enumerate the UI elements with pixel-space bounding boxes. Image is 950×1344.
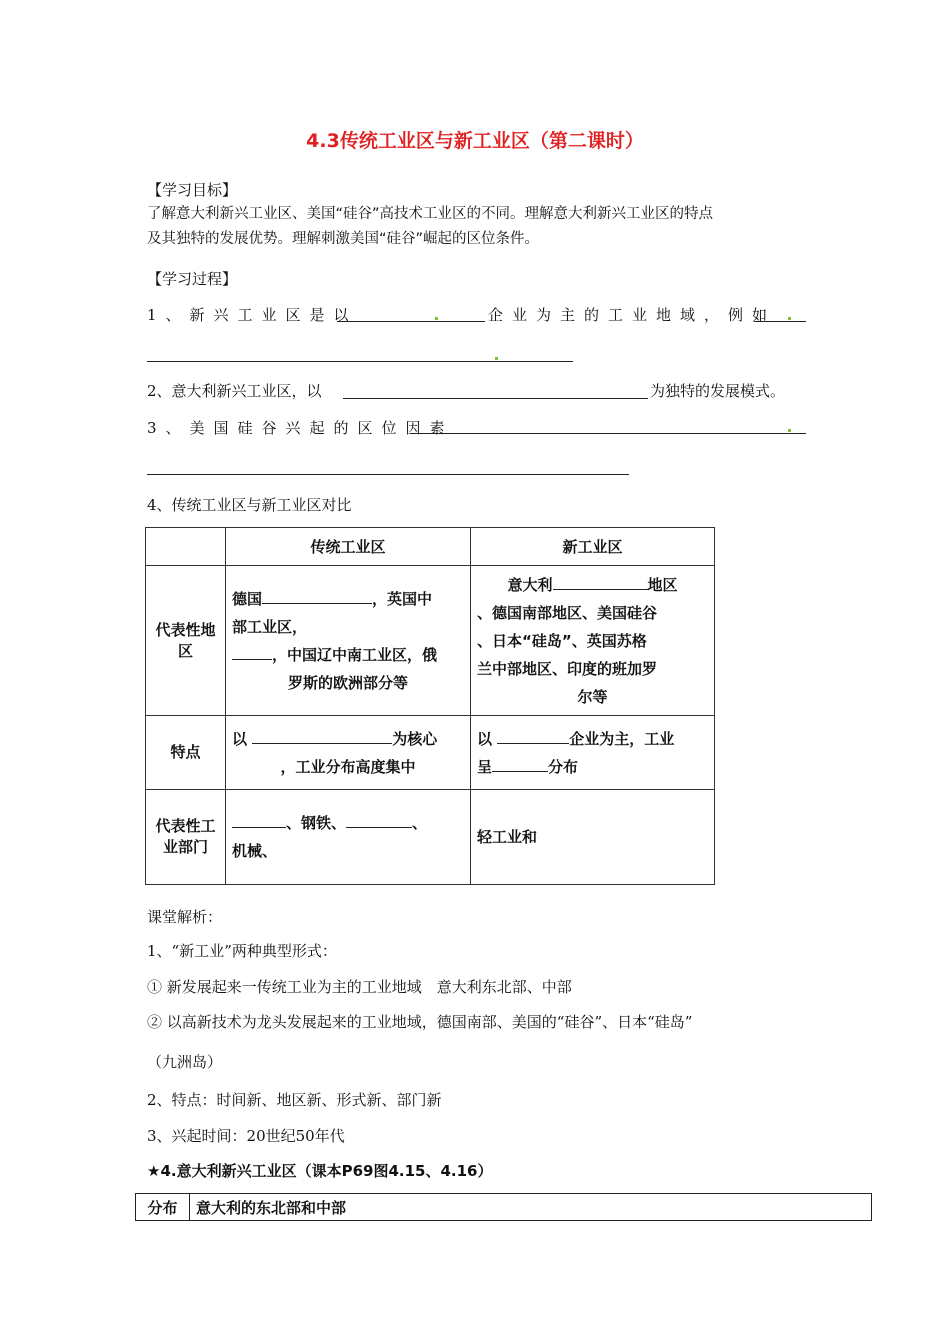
column-header-new: 新工业区 (471, 528, 715, 566)
answer-blank[interactable] (754, 321, 806, 322)
cell-text: 为核心 (392, 729, 438, 748)
row-header-features: 特点 (146, 716, 226, 790)
cell-text: 以 (232, 729, 248, 748)
cell-text: 德国 (232, 589, 263, 608)
page-title: 4.3传统工业区与新工业区（第二课时） (306, 130, 644, 152)
cell-text: 机械、 (232, 842, 278, 860)
table-row (146, 790, 715, 885)
cell-text: 、钢铁、 (286, 814, 347, 832)
distribution-value: 意大利的东北部和中部 (190, 1194, 872, 1221)
traditional-regions-cell (226, 566, 471, 716)
answer-blank[interactable] (262, 587, 372, 604)
cell-text: 以 (477, 729, 493, 748)
question-2-suffix: 为独特的发展模式。 (650, 382, 786, 400)
distribution-label: 分布 (136, 1194, 190, 1221)
process-heading: 【学习过程】 (147, 270, 238, 288)
mark-dot (788, 429, 791, 432)
table-row (146, 566, 715, 716)
table-row (136, 1194, 872, 1221)
question-1-suffix: 企业为主的工业地域，例如 (488, 306, 777, 324)
analysis-line-2: ① 新发展起来一传统工业为主的工业地域 意大利东北部、中部 (147, 978, 572, 996)
answer-blank[interactable] (232, 811, 286, 828)
analysis-line-5: 2、特点：时间新、地区新、形式新、部门新 (147, 1091, 442, 1109)
traditional-features-cell (226, 716, 471, 790)
new-regions-cell (471, 566, 715, 716)
cell-text: 地区 (647, 575, 678, 594)
mark-dot (788, 317, 791, 320)
question-1-prefix: 1、新兴工业区是以 (147, 306, 358, 324)
table-row (146, 528, 715, 566)
comparison-table (145, 527, 715, 885)
cell-text: ，英国中 (372, 589, 433, 608)
cell-text: 、德国南部地区、美国硅谷 (477, 603, 658, 622)
analysis-heading: 课堂解析： (147, 908, 223, 926)
row-header-regions: 代表性地区 (146, 566, 226, 716)
cell-text: ，中国辽中南工业区，俄 (272, 645, 438, 664)
answer-blank[interactable] (337, 321, 485, 322)
cell-text: 罗斯的欧洲部分等 (287, 673, 408, 692)
analysis-line-7: ★4.意大利新兴工业区（课本P69图4.15、4.16） (147, 1162, 493, 1180)
cell-text: 分布 (548, 757, 579, 776)
question-3: 3、美国硅谷兴起的区位因素 (147, 419, 454, 437)
answer-blank[interactable] (147, 474, 629, 475)
new-features-cell (471, 716, 715, 790)
mark-dot (495, 357, 498, 360)
mark-dot (435, 317, 438, 320)
answer-blank[interactable] (497, 727, 569, 744)
analysis-line-1: 1、“新工业”两种典型形式： (147, 942, 337, 960)
cell-text: ，工业分布高度集中 (280, 757, 416, 776)
cell-text: 、日本“硅岛”、英国苏格 (477, 631, 647, 650)
new-industries-cell (471, 790, 715, 885)
answer-blank[interactable] (410, 433, 806, 434)
cell-text: 意大利 (507, 575, 553, 594)
table-row (146, 716, 715, 790)
column-header-traditional: 传统工业区 (226, 528, 471, 566)
answer-blank[interactable] (553, 573, 648, 590)
answer-blank[interactable] (343, 398, 648, 399)
objectives-heading: 【学习目标】 (147, 181, 238, 199)
answer-blank[interactable] (232, 643, 272, 660)
question-2-prefix: 2、意大利新兴工业区，以 (147, 382, 322, 400)
answer-blank[interactable] (252, 727, 392, 744)
analysis-line-4: （九洲岛） (147, 1053, 223, 1071)
table-corner-cell (146, 528, 226, 566)
analysis-line-6: 3、兴起时间：20世纪50年代 (147, 1127, 345, 1145)
cell-text: 、 (412, 814, 428, 832)
answer-blank[interactable] (346, 811, 412, 828)
question-4: 4、传统工业区与新工业区对比 (147, 496, 352, 514)
row-header-industries: 代表性工业部门 (146, 790, 226, 885)
answer-blank[interactable] (147, 361, 573, 362)
distribution-table (135, 1193, 872, 1221)
cell-text: 企业为主，工业 (569, 729, 675, 748)
cell-text: 尔等 (577, 687, 608, 706)
cell-text: 部工业区， (232, 617, 308, 636)
objectives-line-1: 了解意大利新兴工业区、美国“硅谷”高技术工业区的不同。理解意大利新兴工业区的特点 (147, 206, 714, 222)
cell-text: 轻工业和 (477, 828, 538, 846)
answer-blank[interactable] (492, 755, 548, 772)
cell-text: 兰中部地区、印度的班加罗 (477, 659, 658, 678)
traditional-industries-cell (226, 790, 471, 885)
objectives-line-2: 及其独特的发展优势。理解刺激美国“硅谷”崛起的区位条件。 (147, 231, 540, 247)
analysis-line-3: ② 以高新技术为龙头发展起来的工业地域，德国南部、美国的“硅谷”、日本“硅岛” (147, 1013, 693, 1031)
cell-text: 呈 (477, 757, 493, 776)
